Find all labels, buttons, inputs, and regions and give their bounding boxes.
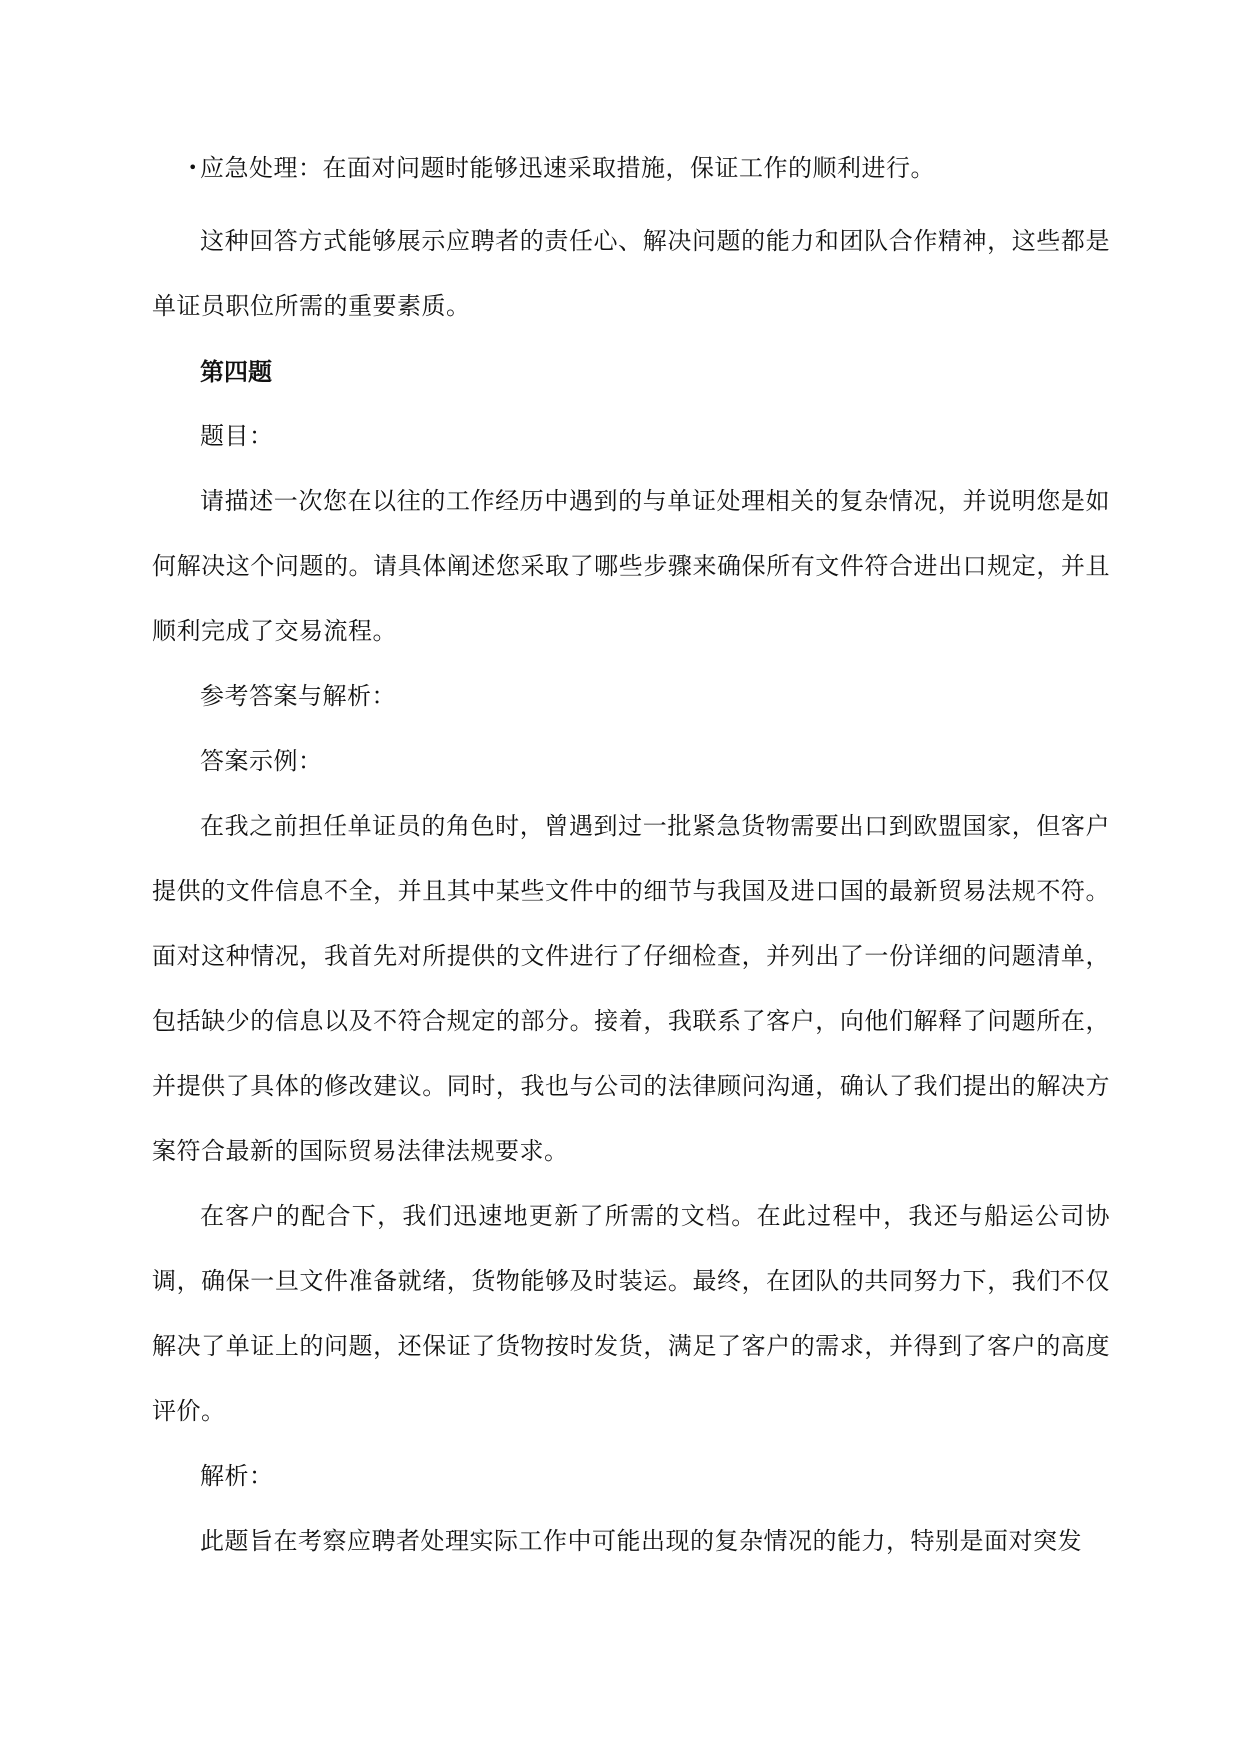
- answer-label: 参考答案与解析：: [200, 682, 396, 710]
- bullet-dot-icon: •: [188, 158, 198, 177]
- document-body: [152, 144, 1110, 1574]
- answer-paragraph-1: 在我之前担任单证员的角色时，曾遇到过一批紧急货物需要出口到欧盟国家，但客户提供的文件信息不全，并且其中某些文件中的细节与我国及进口国的最新贸易法规不符。面对这种情况，我首先对所提供的文件进行了仔细检查，并列出了一份详细的问题清单，包括缺少的信息以及不符合规定的部分。接着，我联系了客户，向他们解释了问题所在，并提供了具体的修改建议。同时，我也与公司的法律顾问沟通，确认了我们提出的解决方案符合最新的国际贸易法律法规要求。: [152, 812, 1110, 1165]
- question-text: 请描述一次您在以往的工作经历中遇到的与单证处理相关的复杂情况，并说明您是如何解决这个问题的。请具体阐述您采取了哪些步骤来确保所有文件符合进出口规定，并且顺利完成了交易流程。: [152, 487, 1110, 645]
- summary-paragraph: 这种回答方式能够展示应聘者的责任心、解决问题的能力和团队合作精神，这些都是单证员职位所需的重要素质。: [152, 227, 1110, 320]
- analysis-label: 解析：: [200, 1462, 274, 1490]
- example-label: 答案示例：: [200, 747, 323, 775]
- question-label: 题目：: [200, 422, 274, 450]
- answer-paragraph-2: 在客户的配合下，我们迅速地更新了所需的文档。在此过程中，我还与船运公司协调，确保一旦文件准备就绪，货物能够及时装运。最终，在团队的共同努力下，我们不仅解决了单证上的问题，还保证了货物按时发货，满足了客户的需求，并得到了客户的高度评价。: [152, 1202, 1110, 1425]
- section-heading: 第四题: [200, 357, 272, 386]
- analysis-text: 此题旨在考察应聘者处理实际工作中可能出现的复杂情况的能力，特别是面对突发: [200, 1527, 1082, 1555]
- bullet-item: [152, 144, 1110, 192]
- bullet-text: 应急处理：在面对问题时能够迅速采取措施，保证工作的顺利进行。: [200, 154, 935, 182]
